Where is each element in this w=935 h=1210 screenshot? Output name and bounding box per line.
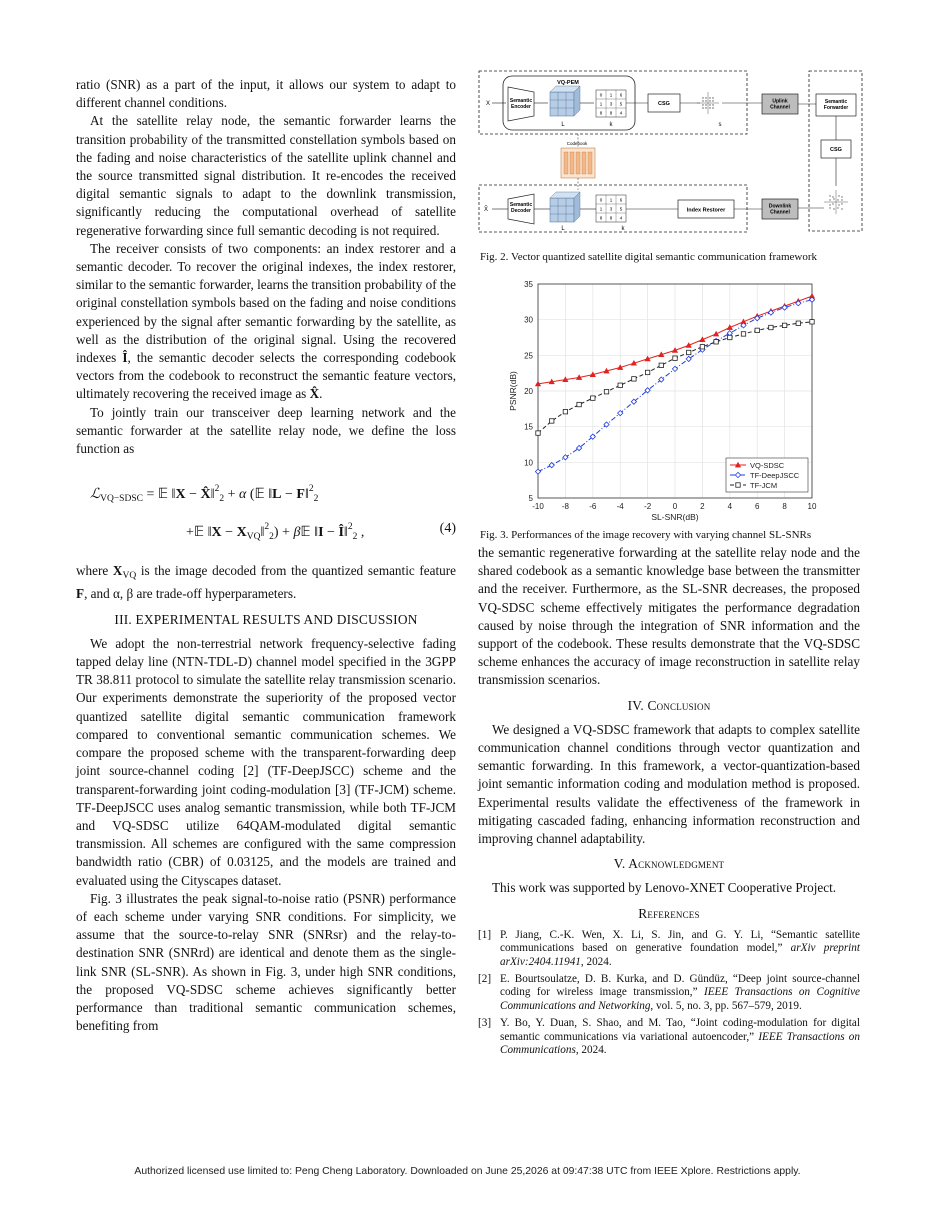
relay-constellation-icon bbox=[824, 190, 848, 214]
paragraph: where $X_{VQ}$ is the image decoded from the quantized semantic feature F, and α, β are trade-off hyperparameters. bbox=[76, 563, 457, 602]
y-tick-label: 10 bbox=[524, 458, 533, 468]
footer-notice: Authorized licensed use limited to: Peng Cheng Laboratory. Downloaded on June 25,2026 at 09:47:38 UTC from IEEE Xplore. Restrictions apply. bbox=[134, 1166, 801, 1177]
semantic-forwarder-label: Semantic Forwarder bbox=[823, 99, 849, 111]
y-axis-label: PSNR(dB) bbox=[508, 371, 518, 411]
paragraph: Fig. 3 illustrates the peak signal-to-noise ratio (PSNR) performance of each scheme under varying SNR conditions. For simplicity, we assume that the source-to-relay SNR (SNRsr) and the relay-to-destination SNR (SNRrd) are identical and denote them as the single-link SNR (SL-SNR). As shown in Fig. 3, under high SNR conditions, the proposed VQ-SDSC scheme achieves significantly better performance than traditional semantic communication schemes, benefiting from bbox=[76, 890, 456, 1034]
reference-item: [3] Y. Bo, Y. Duan, S. Shao, and M. Tao, “Joint coding-modulation for digital semantic communications via variational autoencoder,” IEEE Transactions on Communications, 2024. bbox=[478, 1017, 860, 1057]
data-point bbox=[563, 409, 567, 413]
x-tick-label: -10 bbox=[532, 502, 544, 511]
data-point bbox=[632, 377, 636, 381]
svg-text:8: 8 bbox=[609, 110, 613, 116]
legend-label: TF-JCM bbox=[750, 480, 778, 490]
data-point bbox=[591, 396, 595, 400]
section-heading: III. EXPERIMENTAL RESULTS AND DISCUSSION bbox=[114, 611, 418, 627]
csg-label: CSG bbox=[658, 101, 670, 107]
semantic-decoder-label: Semantic Decoder bbox=[509, 202, 533, 214]
data-point bbox=[645, 370, 649, 374]
l-restored-label: L bbox=[561, 226, 565, 232]
data-point bbox=[659, 363, 663, 367]
data-point bbox=[769, 325, 773, 329]
relay-csg-label: CSG bbox=[830, 147, 842, 153]
left-column bbox=[76, 76, 456, 1035]
data-point bbox=[618, 383, 622, 387]
svg-text:1: 1 bbox=[599, 101, 603, 107]
references-heading: References bbox=[638, 905, 700, 921]
svg-text:8: 8 bbox=[609, 215, 613, 221]
section-heading: IV. Conclusion bbox=[627, 697, 711, 713]
paragraph: The receiver consists of two components: an index restorer and a semantic decoder. To recover the original indexes, the index restorer, similar to the semantic forwarder, learns the transition probability of the original constellation symbols based on the fading and noise conditions experienced by the signal after semantic forwarding by the satellite, as well as the distribution of the original signal. Using the recovered indexes Î, the semantic decoder selects the corresponding codebook vectors from the codebook to reconstruct the semantic feature vectors, ultimately recovering the received image as X̂. bbox=[76, 240, 456, 402]
index-grid bbox=[596, 90, 626, 117]
reference-list bbox=[478, 929, 860, 1058]
y-tick-label: 5 bbox=[528, 494, 533, 503]
vq-pem-label: VQ-PEM bbox=[557, 80, 579, 86]
x-tick-label: 10 bbox=[807, 502, 817, 511]
svg-text:0: 0 bbox=[599, 92, 603, 98]
x-tick-label: -4 bbox=[616, 502, 624, 511]
data-point bbox=[714, 331, 719, 336]
data-point bbox=[755, 328, 759, 332]
restored-index-grid bbox=[596, 195, 626, 222]
paragraph: At the satellite relay node, the semantic forwarder learns the transition probability of the transmitted constellation symbols based on the fading and noise characteristics of the satellite uplink channel and the source transmitted signal distribution. It re-encodes the received digital semantic signals to adapt to the downlink transmission, significantly reducing the computational overhead of satellite regenerative forwarding since full semantic decoding is not required. bbox=[76, 113, 456, 238]
x-tick-label: 8 bbox=[782, 502, 787, 511]
figure2-caption: Fig. 2. Vector quantized satellite digital semantic communication framework bbox=[480, 251, 818, 263]
s-label: s bbox=[718, 122, 722, 128]
reference-item: [1] P. Jiang, C.-K. Wen, X. Li, S. Jin, and G. Y. Li, “Semantic satellite communications based on generative foundation model,” arXiv preprint arXiv:2404.11941, 2024. bbox=[478, 928, 860, 968]
legend-label: TF-DeepJSCC bbox=[750, 470, 800, 480]
x-tick-label: -6 bbox=[589, 502, 597, 511]
data-point bbox=[604, 390, 608, 394]
svg-text:6: 6 bbox=[619, 197, 623, 203]
x-tick-label: 4 bbox=[727, 502, 733, 511]
x-axis-label: SL-SNR(dB) bbox=[651, 512, 699, 522]
loss-equation: ℒ$_{VQ-SDSC}$ = 𝔼 ‖X − X̂‖$^2_2$ + α (𝔼 ‖L − F‖$^2_2$ +𝔼 ‖X − $X_{VQ}‖^2_2$) + β𝔼 ‖I − Î‖$^2_2$ , (4) bbox=[90, 484, 456, 543]
svg-text:1: 1 bbox=[609, 197, 613, 203]
feature-cube-icon bbox=[550, 86, 580, 116]
right-column bbox=[478, 544, 860, 1062]
data-point bbox=[810, 320, 814, 324]
data-point bbox=[700, 345, 704, 349]
y-tick-label: 25 bbox=[524, 351, 533, 361]
data-point bbox=[686, 350, 690, 354]
svg-text:3: 3 bbox=[609, 206, 613, 212]
svg-text:4: 4 bbox=[619, 215, 623, 221]
y-tick-label: 30 bbox=[524, 315, 533, 325]
l-label: L bbox=[561, 122, 565, 128]
data-point bbox=[741, 332, 745, 336]
svg-text:1: 1 bbox=[609, 92, 613, 98]
svg-text:6: 6 bbox=[619, 92, 623, 98]
data-point bbox=[549, 419, 553, 423]
semantic-encoder-label: Semantic Encoder bbox=[509, 98, 533, 110]
x-input-label: X bbox=[486, 101, 491, 107]
uplink-channel-label: Uplink Channel bbox=[770, 98, 790, 111]
svg-text:3: 3 bbox=[609, 101, 613, 107]
svg-text:5: 5 bbox=[619, 101, 623, 107]
data-point bbox=[536, 431, 540, 435]
paragraph: ratio (SNR) as a part of the input, it allows our system to adapt to different channel conditions. bbox=[76, 77, 456, 111]
equation-number: (4) bbox=[439, 521, 456, 537]
paragraph: We designed a VQ-SDSC framework that adapts to complex satellite communication channel conditions through vector quantization and semantic forwarding. In this framework, a vector-quantization-based joint semantic information coding and modulation method is proposed. Experimental results validate the effectiveness of the framework in mitigating cascaded fading, enhancing information reconstruction and improving channel adaptability. bbox=[478, 721, 860, 847]
svg-text:8: 8 bbox=[599, 110, 603, 116]
x-tick-label: -8 bbox=[561, 502, 569, 511]
y-tick-label: 35 bbox=[524, 280, 533, 289]
paragraph: the semantic regenerative forwarding at the satellite relay node and the shared codebook as a semantic knowledge base between the transmitter and the receiver. Furthermore, as the SL-SNR decreases, the proposed VQ-SDSC scheme effectively mitigates the performance degradation caused by noise through the integration of SNR information and the support of the codebook. These results demonstrate that the VQ-SDSC scheme enhances the accuracy of image reconstruction in satellite relay transmission scenarios. bbox=[478, 545, 860, 688]
x-tick-label: 0 bbox=[672, 502, 678, 511]
paragraph: We adopt the non-terrestrial network frequency-selective fading tapped delay line (NTN-TDL-D) channel model specified in the 3GPP TR 38.811 protocol to simulate the satellite relay transmission scenario. Our experiments demonstrate the superiority of the proposed vector quantized satellite digital semantic communication framework compared to conventional semantic communication schemes. We compare the proposed scheme with the transparent-forwarding deep joint source-channel coding [2] (TF-DeepJSCC) scheme and the transparent-forwarding joint coding-modulation [3] (TF-JCM) scheme. TF-DeepJSCC uses analog semantic transmission, while both TF-JCM and VQ-SDSC utilize 64QAM-modulated digital semantic transmission. All schemes are configured with the same compression bandwidth ratio (CBR) of 0.03125, and the models are trained and evaluated using the Cityscapes dataset. bbox=[76, 635, 456, 888]
data-point bbox=[549, 463, 554, 468]
x-tick-label: 6 bbox=[754, 502, 760, 511]
codebook-label: Codebook bbox=[566, 141, 588, 146]
y-tick-label: 15 bbox=[524, 422, 533, 432]
reference-item: [2] E. Bourtsoulatze, D. B. Kurka, and D. Gündüz, “Deep joint source-channel coding for wireless image transmission,” IEEE Transactions on Cognitive Communications and Networking, vol. 5, no. 3, pp. 567–579, 2019. bbox=[478, 973, 861, 1012]
legend-label: VQ-SDSC bbox=[750, 460, 785, 470]
x-hat-label: X̂ bbox=[484, 207, 489, 213]
data-point bbox=[796, 321, 800, 325]
svg-text:0: 0 bbox=[599, 197, 603, 203]
x-tick-label: -2 bbox=[644, 502, 652, 511]
reconstructed-cube-icon bbox=[550, 192, 580, 222]
svg-text:8: 8 bbox=[599, 215, 603, 221]
data-point bbox=[728, 335, 732, 339]
x-tick-label: 2 bbox=[700, 502, 705, 511]
data-point bbox=[714, 340, 718, 344]
data-point bbox=[782, 323, 786, 327]
svg-text:5: 5 bbox=[619, 206, 623, 212]
svg-text:4: 4 bbox=[619, 110, 623, 116]
k-restored-label: k bbox=[621, 226, 625, 232]
data-point bbox=[535, 469, 540, 474]
k-label: k bbox=[609, 122, 613, 128]
y-tick-label: 20 bbox=[524, 387, 533, 396]
svg-text:1: 1 bbox=[599, 206, 603, 212]
paragraph: This work was supported by Lenovo-XNET Cooperative Project. bbox=[492, 880, 837, 896]
data-point bbox=[577, 402, 581, 406]
constellation-icon bbox=[697, 92, 719, 114]
figure3-caption: Fig. 3. Performances of the image recovery with varying channel SL-SNRs bbox=[480, 529, 812, 541]
paragraph: To jointly train our transceiver deep learning network and the semantic forwarder at the satellite relay node, we define the loss function as bbox=[76, 404, 456, 457]
section-heading: V. Acknowledgment bbox=[613, 856, 725, 872]
legend-marker bbox=[736, 483, 740, 487]
data-point bbox=[673, 356, 677, 360]
index-restorer-label: Index Restorer bbox=[686, 207, 726, 214]
framework-diagram bbox=[478, 70, 863, 236]
downlink-channel-label: Downlink Channel bbox=[768, 203, 792, 216]
psnr-chart bbox=[490, 276, 830, 526]
